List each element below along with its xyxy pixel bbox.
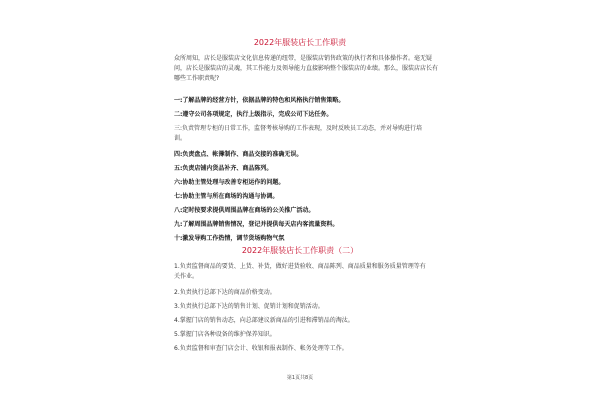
duty-item-9: 九:了解周围品牌销售情况，登记并提供每天店内客流量资料。 [174, 221, 339, 228]
document-title: 2022年服装店长工作职责 [253, 38, 347, 47]
duty-item-2: 二:遵守公司各项规定，执行上级指示，完成公司下达任务。 [174, 111, 333, 118]
duty-item-3: 三:负责管理专柜的日常工作，监督考核导购的工作表现，及时反映员工动态，并对导购进行培训。 [174, 125, 423, 142]
duty2-item-6: 6.负责监督和审查门店会计、收银和报表制作、帐务处理等工作。 [174, 345, 348, 352]
section-title-2: 2022年服装店长工作职责（二） [241, 246, 359, 255]
page-number: 第1页共8页 [286, 375, 314, 381]
duty-item-6: 六:协助主管处理与改善专柜运作的问题。 [174, 179, 285, 186]
duty2-item-2: 2.负责执行总部下达的商品价格变动。 [174, 289, 276, 296]
duty2-item-4: 4.掌握门店的销售动态，向总部建议新商品的引进和滞销品的淘汰。 [174, 317, 354, 324]
duty2-item-1: 1.负责监督商品的要货、上货、补货，做好进货验收、商品陈列、商品质量和服务质量管理等有关作业。 [174, 263, 426, 280]
duty-item-1: 一:了解品牌的经营方针，依据品牌的特色和风格执行销售策略。 [174, 97, 345, 104]
duty2-item-5: 5.掌握门店各种设备的维护保养知识。 [174, 331, 276, 338]
duty-item-5: 五:负责店铺内货品补齐、商品陈列。 [174, 165, 273, 172]
duty-item-8: 八:定时按要求提供周围品牌在商场的公关推广活动。 [174, 207, 315, 214]
duty-item-4: 四:负责盘点、帐簿制作、商品交接的准确无误。 [174, 151, 303, 158]
duty-item-10: 十:激发导购工作热情，调节货场购物气氛 [174, 235, 285, 242]
duty-item-7: 七:协助主管与所在商场的沟通与协调。 [174, 193, 279, 200]
duty2-item-3: 3.负责执行总部下达的销售计划、促销计划和促销活动。 [174, 303, 324, 310]
intro-paragraph: 众所周知，店长是服装店文化信息传递的纽带，是服装店销售政策的执行者和具体操作者。毫无疑问，店长是服装店的灵魂，其工作能力及领导能力直接影响整个服装店的业绩。那么，服装店店长有哪些工作职责呢? [174, 55, 439, 82]
